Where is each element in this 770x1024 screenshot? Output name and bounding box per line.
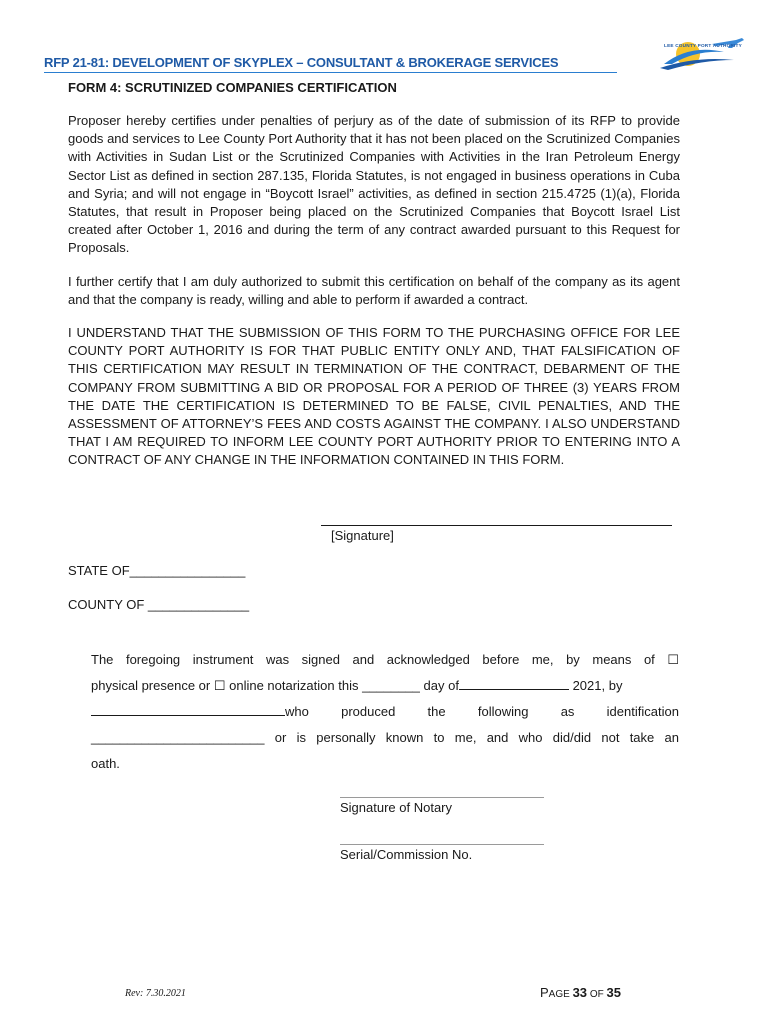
notary-word-produced: produced bbox=[341, 704, 396, 719]
notary-line-2-text: physical presence or ☐ online notarization this ________ day of bbox=[91, 678, 459, 693]
signature-label: [Signature] bbox=[331, 528, 394, 543]
page-of: OF bbox=[587, 989, 607, 1000]
lee-county-port-authority-logo bbox=[616, 30, 766, 86]
signature-line[interactable] bbox=[321, 525, 672, 526]
notary-word-identification: identification bbox=[606, 704, 679, 719]
notary-word-as: as bbox=[560, 704, 575, 719]
page-total: 35 bbox=[606, 985, 621, 1000]
notary-line-1: The foregoing instrument was signed and acknowledged before me, by means of ☐ bbox=[91, 652, 679, 667]
authorization-paragraph: I further certify that I am duly authorized to submit this certification on behalf of the company as its agent and that the company is ready, willing and able to perform if awarded a contract. bbox=[68, 274, 680, 308]
notary-word-who: who bbox=[285, 704, 309, 719]
notary-line-4: ________________________ or is personally known to me, and who did/did not take an bbox=[91, 730, 679, 745]
county-field[interactable]: COUNTY OF ______________ bbox=[68, 597, 250, 612]
page-current: 33 bbox=[572, 985, 588, 1000]
month-blank[interactable] bbox=[459, 677, 569, 690]
notary-signature-label: Signature of Notary bbox=[340, 800, 453, 815]
page-p: P bbox=[540, 985, 549, 1000]
notary-line-2 bbox=[91, 673, 679, 699]
certification-paragraph: Proposer hereby certifies under penalties of perjury as of the date of submission of its RFP to provide goods and services to Lee County Port Authority that it has not been placed on the Scrutinized Companies with Activities in Sudan List or the Scrutinized Companies with Activities in the Iran Petroleum Energy Sector List as defined in section 287.135, Florida Statutes, is not engaged in business operations in Cuba and Syria; and will not engage in “Boycott Israel” activities, as defined in section 215.4725 (1)(a), Florida Statutes, that result in Proposer being placed on the Scrutinized Companies that Boycott Israel List created after October 1, 2016 and during the term of any contract awarded pursuant to this Request for Proposals. bbox=[68, 113, 680, 256]
notary-line-2-year: 2021, by bbox=[568, 678, 623, 693]
notary-word-following: following bbox=[477, 704, 529, 719]
form-title: FORM 4: SCRUTINIZED COMPANIES CERTIFICATION bbox=[68, 80, 397, 95]
understanding-paragraph: I UNDERSTAND THAT THE SUBMISSION OF THIS FORM TO THE PURCHASING OFFICE FOR LEE COUNTY PORT AUTHORITY IS FOR THAT PUBLIC ENTITY ONLY AND, THAT FALSIFICATION OF THIS CERTIFICATION MAY RESULT IN TERMINATION OF THE CONTRACT, DEBARMENT OF THE COMPANY FROM SUBMITTING A BID OR PROPOSAL FOR A PERIOD OF THREE (3) YEARS FROM THE DATE THE CERTIFICATION IS DETERMINED TO BE FALSE, CIVIL PENALTIES, AND THE ASSESSMENT OF ATTORNEY’S FEES AND COSTS AGAINST THE COMPANY. I ALSO UNDERSTAND THAT I AM REQUIRED TO INFORM LEE COUNTY PORT AUTHORITY PRIOR TO ENTERING INTO A CONTRACT OF ANY CHANGE IN THE INFORMATION CONTAINED IN THIS FORM. bbox=[68, 325, 680, 468]
notary-signature-line[interactable] bbox=[340, 797, 544, 798]
notary-word-the: the bbox=[427, 704, 446, 719]
notary-line-5: oath. bbox=[91, 756, 120, 771]
notary-line-3 bbox=[91, 699, 679, 725]
serial-commission-line[interactable] bbox=[340, 844, 544, 845]
header-rule bbox=[44, 72, 617, 73]
page-age: AGE bbox=[548, 989, 573, 1000]
state-field[interactable]: STATE OF________________ bbox=[68, 563, 246, 578]
header-title: RFP 21-81: DEVELOPMENT OF SKYPLEX – CONSULTANT & BROKERAGE SERVICES bbox=[44, 55, 559, 70]
page-number bbox=[540, 985, 621, 1000]
signer-name-blank[interactable] bbox=[91, 703, 285, 716]
revision-date: Rev: 7.30.2021 bbox=[125, 988, 186, 999]
airplane-sun-logo-icon bbox=[616, 30, 766, 86]
logo-text: LEE COUNTY PORT AUTHORITY bbox=[664, 43, 742, 48]
serial-commission-label: Serial/Commission No. bbox=[340, 847, 473, 862]
